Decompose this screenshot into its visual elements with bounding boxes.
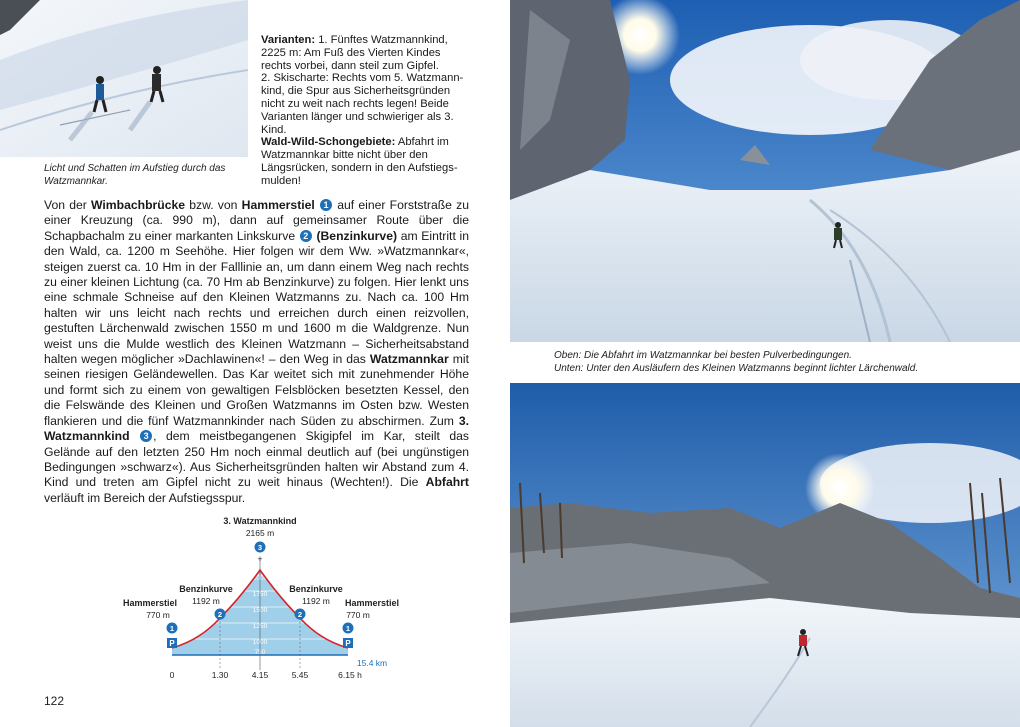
body-text-run: verläuft im Bereich der Aufstiegsspur. bbox=[44, 490, 246, 505]
body-text-run: mit seinen riesigen Geländewellen. Das Kar weitet sich mit zunehmender Höhe und formt sich zu einem von gewaltigen Felsblöcken besetzten Kessel, den die Felswände des Kleinen und Großen Watzmanns im Osten bzw. Westen flankieren und die fünf Watzmannkinder nach Süden zu abschirmen. Zum bbox=[44, 352, 469, 428]
svg-text:2: 2 bbox=[217, 610, 223, 619]
profile-waypoint-summit bbox=[255, 542, 266, 553]
page-number: 122 bbox=[44, 694, 65, 708]
y-tick-label: 1750 bbox=[252, 591, 268, 598]
place-wimbachbruecke: Wimbachbrücke bbox=[91, 198, 186, 212]
photo-caption-top-left: Licht und Schatten im Aufstieg durch das Watzmannkar. bbox=[44, 163, 226, 187]
left-curve-elevation: 1192 m bbox=[192, 596, 220, 606]
route-description bbox=[44, 198, 469, 506]
route-info-box bbox=[261, 34, 473, 188]
varianten-2-text: 2. Skischarte: Rechts vom 5. Watzmannkind, die Spur aus Sicherheitsgründen nicht zu weit nach rechts legen! Beide Varianten länger und schwieriger als 3. Kind. bbox=[261, 72, 464, 136]
elevation-profile bbox=[110, 510, 410, 685]
left-start-elevation: 770 m bbox=[146, 610, 170, 620]
profile-waypoint-right-end bbox=[343, 623, 354, 649]
right-end-elevation: 770 m bbox=[346, 610, 370, 620]
wald-wild-label: Wald-Wild-Schongebiete: bbox=[261, 136, 396, 149]
total-distance: 15.4 km bbox=[356, 658, 388, 668]
body-text-run: Von der bbox=[44, 198, 92, 212]
svg-text:P: P bbox=[169, 639, 175, 648]
summit-name: 3. Watzmannkind bbox=[223, 516, 297, 526]
place-benzinkurve: (Benzinkurve) bbox=[316, 228, 398, 243]
varianten-label: Varianten: bbox=[261, 34, 316, 46]
right-curve-name: Benzinkurve bbox=[289, 584, 343, 594]
wald-wild-text: Abfahrt im Watzmannkar bitte nicht über den Längsrücken, sondern in den Aufstiegsmulden! bbox=[261, 136, 458, 187]
svg-text:1: 1 bbox=[345, 624, 351, 633]
profile-waypoint-left-start bbox=[167, 623, 178, 649]
y-tick-label: 750 bbox=[254, 649, 266, 656]
photo-ski-ascent-shadows bbox=[0, 0, 248, 157]
body-text-run: auf einer Forststraße zu einer Kreuzung (ca. 990 m), dann auf gemeinsamer Route über die Schapbachalm zu einer markanten Linkskurve bbox=[44, 198, 470, 243]
summit-elevation: 2165 m bbox=[245, 528, 275, 538]
y-tick-label: 1500 bbox=[252, 607, 268, 614]
y-tick-label: 1000 bbox=[252, 639, 268, 646]
body-text-run: am Eintritt in den Wald, ca. 1200 m Seehöhe. Hier folgen wir dem Ww. »Watzmannkar«, steigen zuerst ca. 10 Hm in der Falllinie an, um dann einem Weg nach rechts zu einer kleinen Lichtung (ca. 70 Hm ab Benzinkurve) zu folgen. Hier lenkt uns eine schmale Schneise auf den Kleinen Watzmanns zu. Nach ca. 100 Hm halten wir uns leicht nach rechts und erreichen durch einen reizvollen, gestuften Lärchenwald zwischen 1550 m und 1600 m die Waldgrenze. Nun weist uns die Mulde westlich des Kleinen Watzmann – Sicherheitsabstand halten wegen möglicher »Dachlawinen«! – den Weg in das bbox=[44, 228, 469, 367]
right-end-name: Hammerstiel bbox=[344, 598, 400, 608]
body-text-run: , dem meistbegangenen Skigipfel im Kar, steilt das Gelände auf den letzten 250 Hm noch einmal deutlich auf (bei ungünstigen Bedingungen »schwarz«). Aus Sicherheitsgründen halten wir Abstand zum 4. Kind und treten am Gipfel nicht zu weit hinaus (Wechten!). Die bbox=[44, 429, 470, 490]
photo-larch-forest-descent bbox=[510, 383, 1020, 727]
waypoint-marker-3: 3 bbox=[140, 430, 152, 442]
profile-waypoint-right-curve bbox=[295, 609, 306, 620]
photo-watzmannkar-powder-descent bbox=[510, 0, 1020, 342]
x-tick-label: 5.45 bbox=[291, 670, 309, 680]
abfahrt-label: Abfahrt bbox=[425, 475, 469, 490]
left-start-name: Hammerstiel bbox=[122, 598, 178, 608]
photo-caption-right bbox=[554, 350, 994, 375]
summit-cross-icon: + bbox=[257, 554, 263, 564]
svg-text:P: P bbox=[345, 639, 351, 648]
x-tick-label: 6.15 h bbox=[338, 670, 362, 680]
caption-bottom-line: Unten: Unter den Ausläufern des Kleinen Watzmanns beginnt lichter Lärchenwald. bbox=[554, 362, 919, 374]
left-curve-name: Benzinkurve bbox=[179, 584, 233, 594]
wald-wild-section bbox=[261, 136, 473, 187]
place-3-watzmannkind: 3. Watzmannkind bbox=[44, 413, 469, 444]
right-curve-elevation: 1192 m bbox=[302, 596, 330, 606]
waypoint-marker-2: 2 bbox=[300, 230, 312, 242]
x-tick-label: 1.30 bbox=[211, 670, 229, 680]
x-tick-label: 0 bbox=[169, 670, 175, 680]
body-text-run: bzw. von bbox=[185, 198, 242, 212]
svg-text:1: 1 bbox=[169, 624, 175, 633]
varianten-1-text: 1. Fünftes Watzmannkind, 2225 m: Am Fuß des Vierten Kindes rechts vorbei, dann steil zum Gipfel. bbox=[261, 34, 448, 72]
y-tick-label: 1250 bbox=[252, 623, 268, 630]
waypoint-marker-1: 1 bbox=[320, 199, 332, 211]
varianten-section bbox=[261, 34, 473, 72]
caption-top-line: Oben: Die Abfahrt im Watzmannkar bei besten Pulverbedingungen. bbox=[554, 350, 852, 361]
place-hammerstiel: Hammerstiel bbox=[241, 198, 315, 212]
y-tick-label: 2000 bbox=[252, 575, 268, 582]
profile-waypoint-left-curve bbox=[215, 609, 226, 620]
svg-text:2: 2 bbox=[297, 610, 303, 619]
place-watzmannkar: Watzmannkar bbox=[369, 352, 449, 367]
x-tick-label: 4.15 bbox=[251, 670, 269, 680]
svg-text:3: 3 bbox=[257, 543, 263, 552]
